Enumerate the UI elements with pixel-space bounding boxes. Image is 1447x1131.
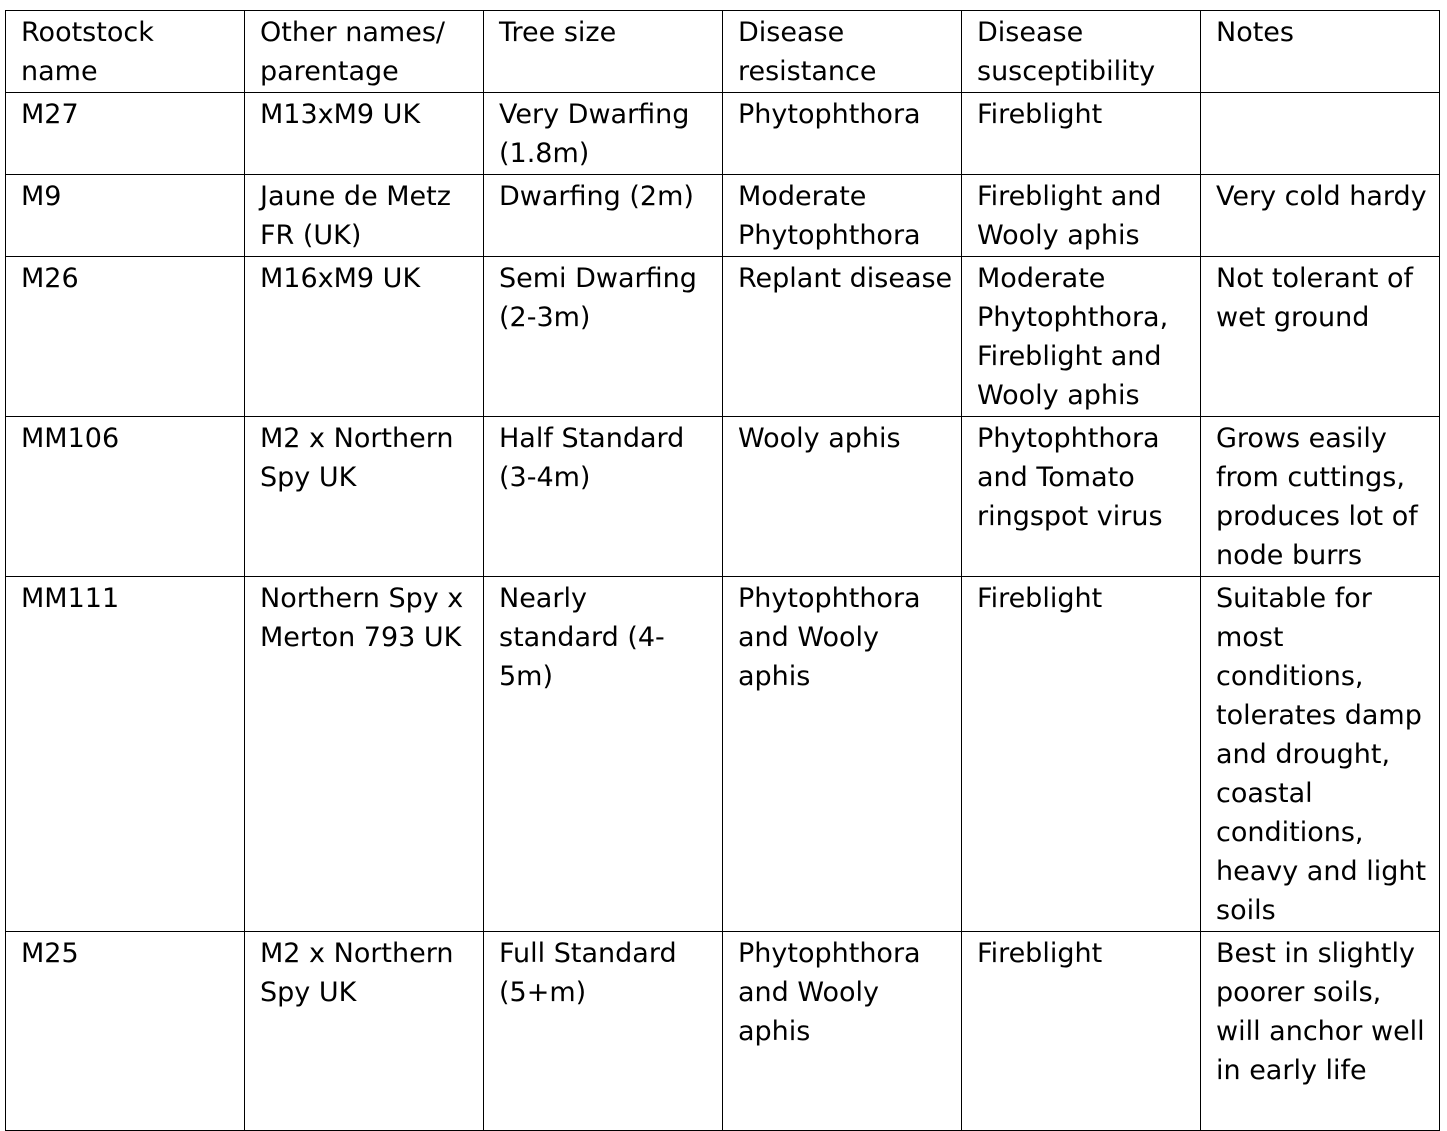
cell-tree-size: Semi Dwarfing (2-3m)	[484, 257, 723, 417]
cell-other-names: M2 x Northern Spy UK	[245, 932, 484, 1131]
cell-disease-resistance: Phytophthora	[723, 93, 962, 175]
cell-tree-size: Nearly standard (4-5m)	[484, 577, 723, 932]
header-disease-resistance: Disease resistance	[723, 11, 962, 93]
cell-disease-resistance: Phytophthora and Wooly aphis	[723, 932, 962, 1131]
rootstock-table	[5, 10, 1440, 1131]
cell-notes: Very cold hardy	[1201, 175, 1440, 257]
table-row	[6, 257, 1440, 417]
cell-disease-susceptibility: Phytophthora and Tomato ringspot virus	[962, 417, 1201, 577]
header-tree-size: Tree size	[484, 11, 723, 93]
cell-rootstock-name: M27	[6, 93, 245, 175]
table-row	[6, 577, 1440, 932]
cell-tree-size: Dwarfing (2m)	[484, 175, 723, 257]
cell-notes: Suitable for most conditions, tolerates damp and drought, coastal conditions, heavy and light soils	[1201, 577, 1440, 932]
cell-other-names: M13xM9 UK	[245, 93, 484, 175]
cell-disease-resistance: Moderate Phytophthora	[723, 175, 962, 257]
table-row	[6, 417, 1440, 577]
cell-tree-size: Very Dwarfing (1.8m)	[484, 93, 723, 175]
cell-disease-resistance: Phytophthora and Wooly aphis	[723, 577, 962, 932]
cell-notes: Grows easily from cuttings, produces lot of node burrs	[1201, 417, 1440, 577]
cell-disease-susceptibility: Moderate Phytophthora, Fireblight and Wooly aphis	[962, 257, 1201, 417]
cell-disease-resistance: Wooly aphis	[723, 417, 962, 577]
cell-disease-resistance: Replant disease	[723, 257, 962, 417]
header-disease-susceptibility: Disease susceptibility	[962, 11, 1201, 93]
cell-disease-susceptibility: Fireblight	[962, 577, 1201, 932]
table-header-row	[6, 11, 1440, 93]
cell-tree-size: Full Standard (5+m)	[484, 932, 723, 1131]
cell-notes	[1201, 93, 1440, 175]
header-notes: Notes	[1201, 11, 1440, 93]
cell-notes: Best in slightly poorer soils, will anchor well in early life	[1201, 932, 1440, 1131]
cell-disease-susceptibility: Fireblight and Wooly aphis	[962, 175, 1201, 257]
cell-other-names: Northern Spy x Merton 793 UK	[245, 577, 484, 932]
header-rootstock-name: Rootstock name	[6, 11, 245, 93]
table-row	[6, 175, 1440, 257]
cell-other-names: Jaune de Metz FR (UK)	[245, 175, 484, 257]
cell-disease-susceptibility: Fireblight	[962, 932, 1201, 1131]
cell-tree-size: Half Standard (3-4m)	[484, 417, 723, 577]
cell-rootstock-name: MM106	[6, 417, 245, 577]
table-row	[6, 932, 1440, 1131]
table-row	[6, 93, 1440, 175]
cell-other-names: M16xM9 UK	[245, 257, 484, 417]
cell-rootstock-name: M26	[6, 257, 245, 417]
cell-other-names: M2 x Northern Spy UK	[245, 417, 484, 577]
cell-disease-susceptibility: Fireblight	[962, 93, 1201, 175]
cell-rootstock-name: M25	[6, 932, 245, 1131]
header-other-names: Other names/ parentage	[245, 11, 484, 93]
cell-notes: Not tolerant of wet ground	[1201, 257, 1440, 417]
cell-rootstock-name: M9	[6, 175, 245, 257]
cell-rootstock-name: MM111	[6, 577, 245, 932]
